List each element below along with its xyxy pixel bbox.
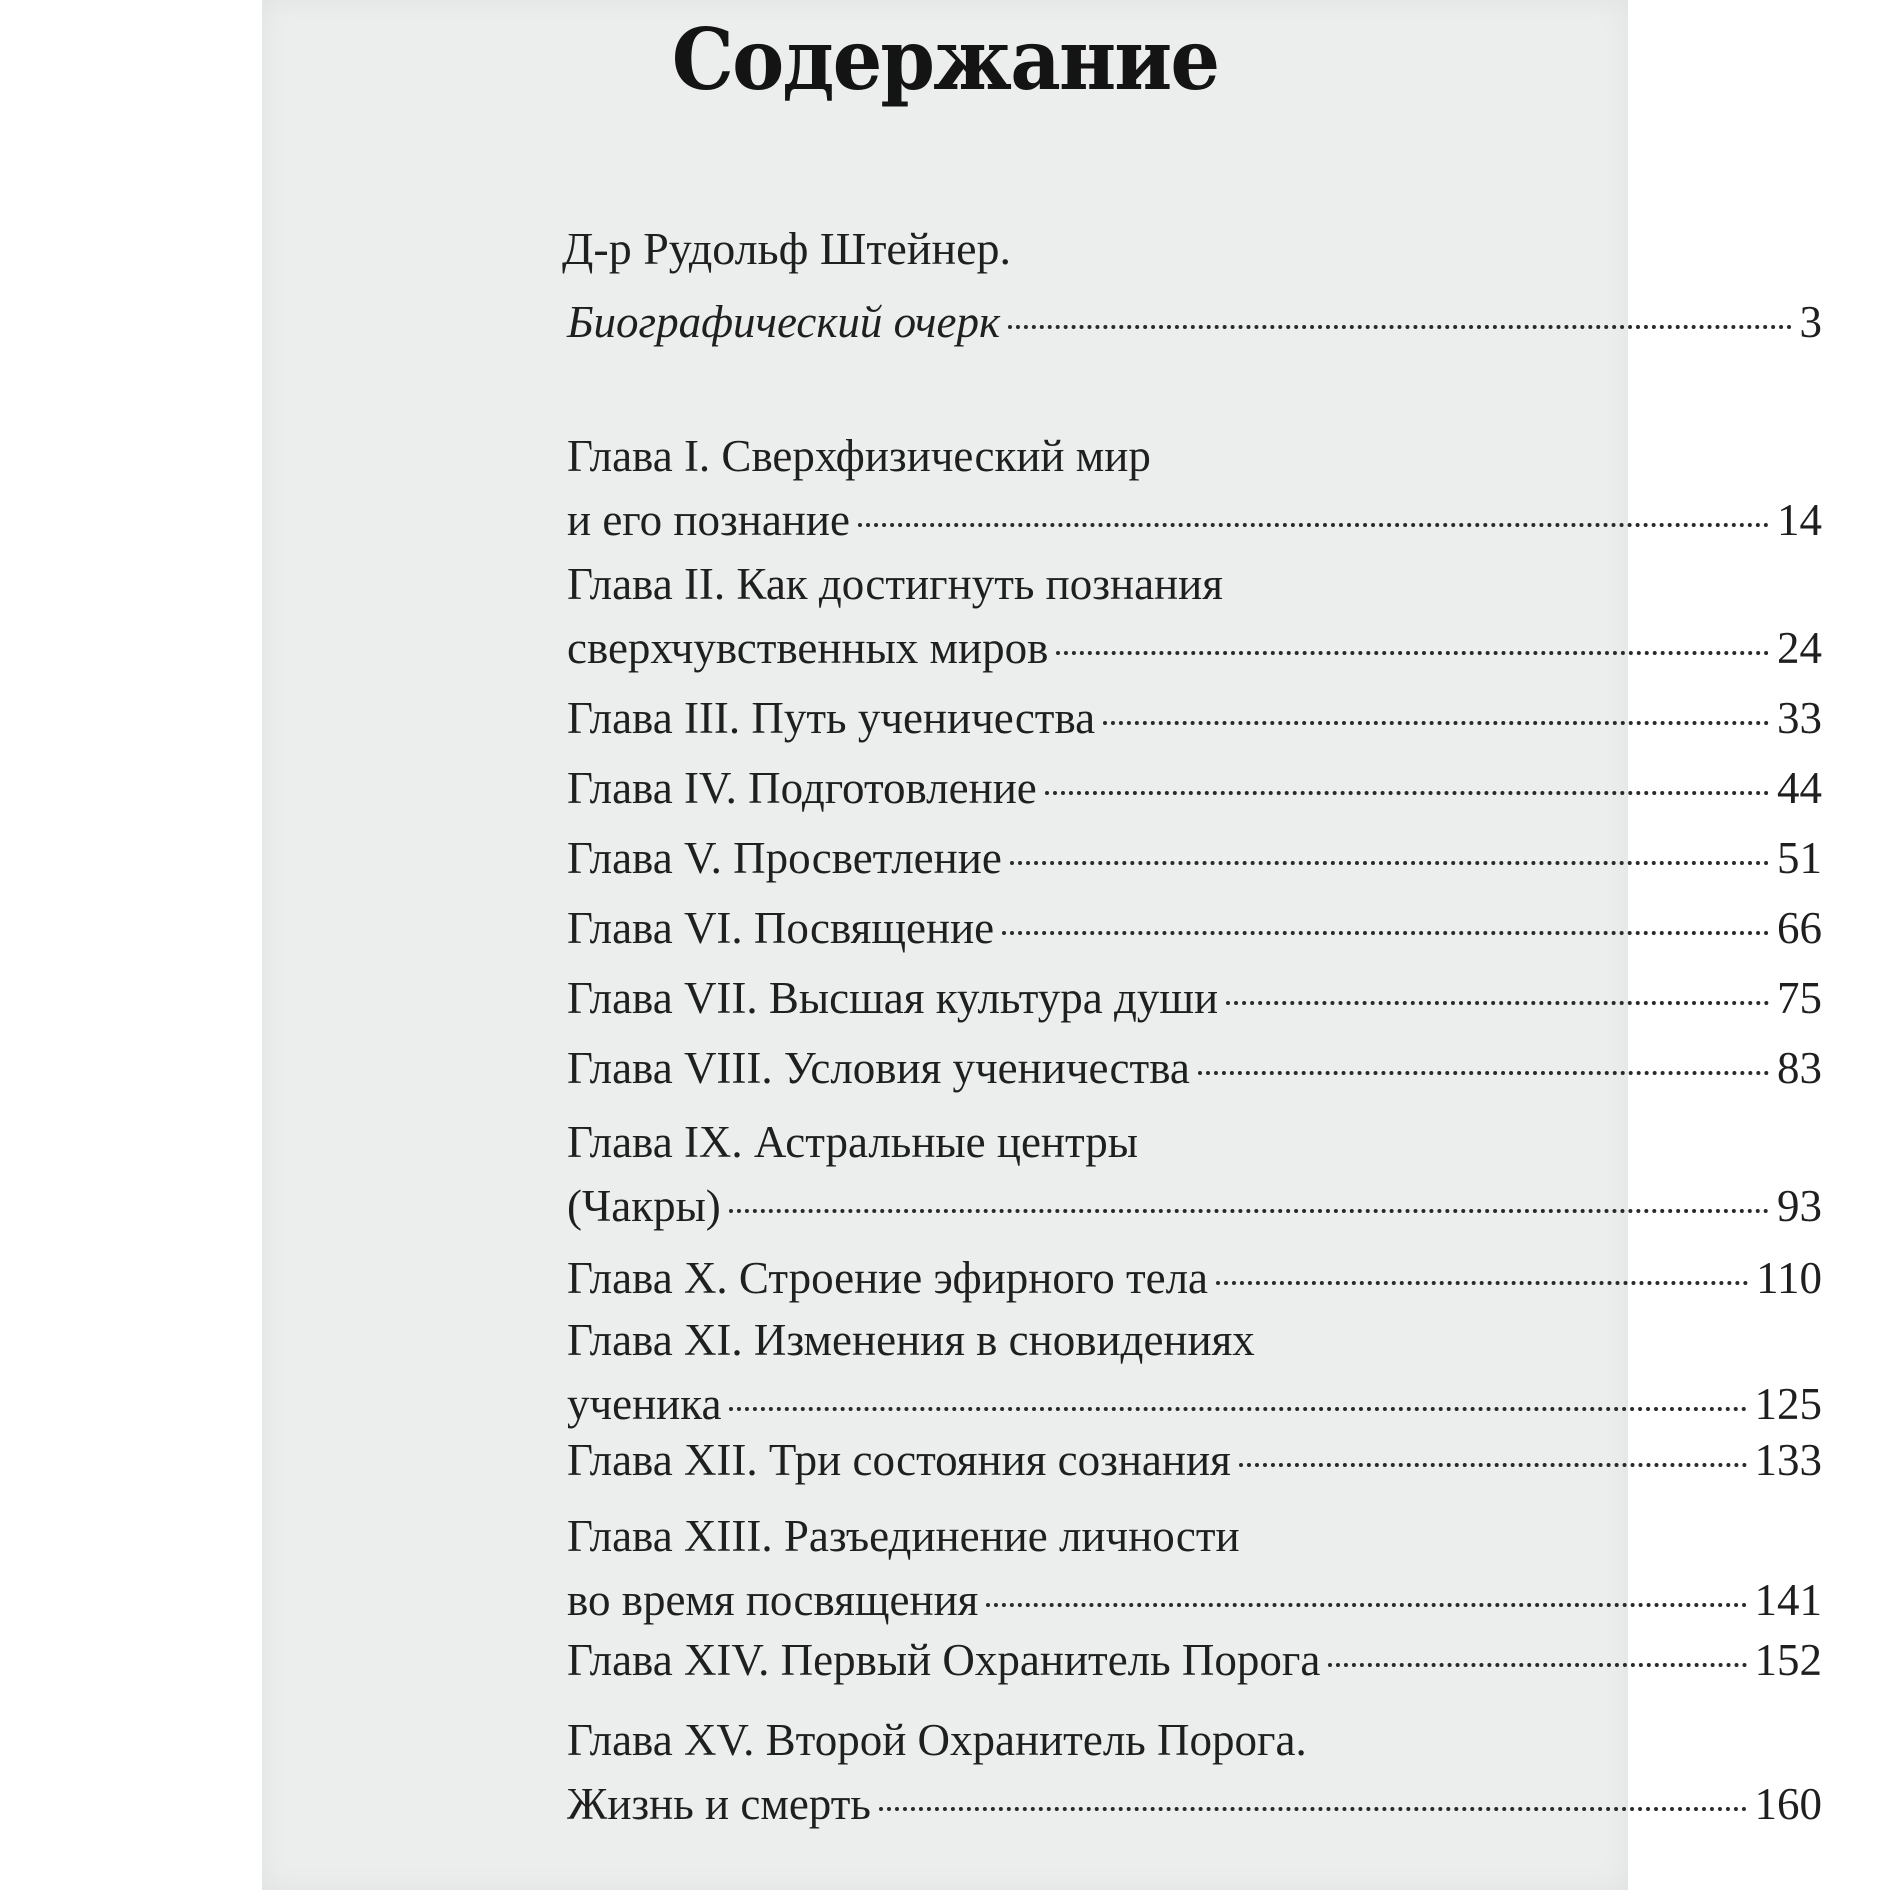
toc-row: [567, 756, 1822, 820]
toc-entry-chapter-14: [567, 1628, 1822, 1692]
toc-page-number: 3: [1799, 297, 1822, 347]
toc-page-number: 110: [1756, 1253, 1822, 1303]
toc-entry-title: Глава I. Сверхфизический мир: [567, 431, 1151, 481]
toc-entry-title-cont: (Чакры): [567, 1181, 721, 1231]
toc-entry-title-cont: сверхчувственных миров: [567, 623, 1049, 673]
toc-entry-title: Глава XV. Второй Охранитель Порога.: [567, 1715, 1307, 1765]
toc-page-number: 83: [1777, 1043, 1822, 1093]
toc-entry-title-cont: во время посвящения: [567, 1575, 979, 1625]
toc-entry-title: Биографический очерк: [567, 297, 1000, 347]
toc-entry-title-cont: Жизнь и смерть: [567, 1779, 871, 1829]
toc-row: [567, 686, 1822, 750]
toc-page-number: 93: [1777, 1181, 1822, 1231]
toc-entry-title: Глава III. Путь ученичества: [567, 693, 1096, 743]
dot-leader: [1216, 1281, 1748, 1285]
toc-page-number: 125: [1754, 1379, 1822, 1429]
toc-entry-title: Глава V. Просветление: [567, 833, 1002, 883]
toc-page-number: 14: [1777, 495, 1822, 545]
toc-row: [567, 1628, 1822, 1692]
toc-entry-chapter-9: [567, 1110, 1822, 1238]
toc-entry-title-cont: ученика: [567, 1379, 722, 1429]
toc-entry-chapter-8: [567, 1036, 1822, 1100]
toc-entry-title: Глава II. Как достигнуть познания: [567, 559, 1223, 609]
toc-row: [567, 616, 1822, 680]
dot-leader: [729, 1407, 1746, 1411]
dot-leader: [729, 1209, 1769, 1213]
intro-author: Д-р Рудольф Штейнер.: [562, 223, 1011, 274]
dot-leader: [986, 1603, 1746, 1607]
toc-entry-title: Глава X. Строение эфирного тела: [567, 1253, 1209, 1303]
dot-leader: [1010, 861, 1769, 865]
toc-entry-title: Глава XIII. Разъединение личности: [567, 1511, 1240, 1561]
dot-leader: [1103, 721, 1769, 725]
dot-leader: [1002, 931, 1769, 935]
toc-entry-chapter-7: [567, 966, 1822, 1030]
book-page: [262, 0, 1822, 1890]
toc-entry-title: Глава XI. Изменения в сновидениях: [567, 1315, 1255, 1365]
dot-leader: [1056, 651, 1769, 655]
dot-leader: [858, 523, 1769, 527]
dot-leader: [879, 1807, 1747, 1811]
toc-page-number: 75: [1777, 973, 1822, 1023]
toc-entry-chapter-6: [567, 896, 1822, 960]
page-title: Содержание: [671, 10, 1219, 109]
toc-entry-title-cont: и его познание: [567, 495, 850, 545]
toc-row: [567, 488, 1822, 552]
toc-page-number: 51: [1777, 833, 1822, 883]
toc-entry-chapter-5: [567, 826, 1822, 890]
toc-entry-intro: [567, 290, 1822, 354]
toc-page-number: 141: [1754, 1575, 1822, 1625]
toc-entry-title: Глава IV. Подготовление: [567, 763, 1037, 813]
toc-entry-title: Глава VIII. Условия ученичества: [567, 1043, 1190, 1093]
toc-entry-chapter-10: [567, 1246, 1822, 1310]
toc-page-number: 44: [1777, 763, 1822, 813]
dot-leader: [1045, 791, 1769, 795]
toc-entry-title: Глава IX. Астральные центры: [567, 1117, 1138, 1167]
dot-leader: [1198, 1071, 1769, 1075]
toc-entry-chapter-15: [567, 1708, 1822, 1836]
toc-page-number: 152: [1754, 1635, 1822, 1685]
toc-row: [567, 896, 1822, 960]
toc-page-number: 33: [1777, 693, 1822, 743]
toc-page-number: 133: [1754, 1435, 1822, 1485]
toc-entry-chapter-3: [567, 686, 1822, 750]
toc-entry-title: Глава VI. Посвящение: [567, 903, 995, 953]
toc-row: [567, 1036, 1822, 1100]
toc-entry-chapter-11: [567, 1308, 1822, 1436]
toc-entry-title: Глава VII. Высшая культура души: [567, 973, 1219, 1023]
toc-row: [567, 826, 1822, 890]
toc-entry-title: Глава XII. Три состояния сознания: [567, 1435, 1231, 1485]
toc-page-number: 66: [1777, 903, 1822, 953]
dot-leader: [1239, 1463, 1747, 1467]
toc-entry-chapter-4: [567, 756, 1822, 820]
toc-row: [567, 1372, 1822, 1436]
toc-row: [567, 966, 1822, 1030]
toc-row: [567, 1246, 1822, 1310]
toc-page-number: 160: [1754, 1779, 1822, 1829]
toc-entry-chapter-2: [567, 552, 1822, 680]
dot-leader: [1328, 1663, 1746, 1667]
toc-row: [567, 1772, 1822, 1836]
toc-page-number: 24: [1777, 623, 1822, 673]
toc-row: [567, 1174, 1822, 1238]
toc-row: [567, 1568, 1822, 1632]
toc-row: [567, 290, 1822, 354]
toc-entry-chapter-1: [567, 424, 1822, 552]
toc-entry-chapter-12: [567, 1428, 1822, 1492]
dot-leader: [1008, 325, 1792, 329]
toc-entry-chapter-13: [567, 1504, 1822, 1632]
dot-leader: [1226, 1001, 1769, 1005]
toc-entry-title: Глава XIV. Первый Охранитель Порога: [567, 1635, 1321, 1685]
toc-row: [567, 1428, 1822, 1492]
